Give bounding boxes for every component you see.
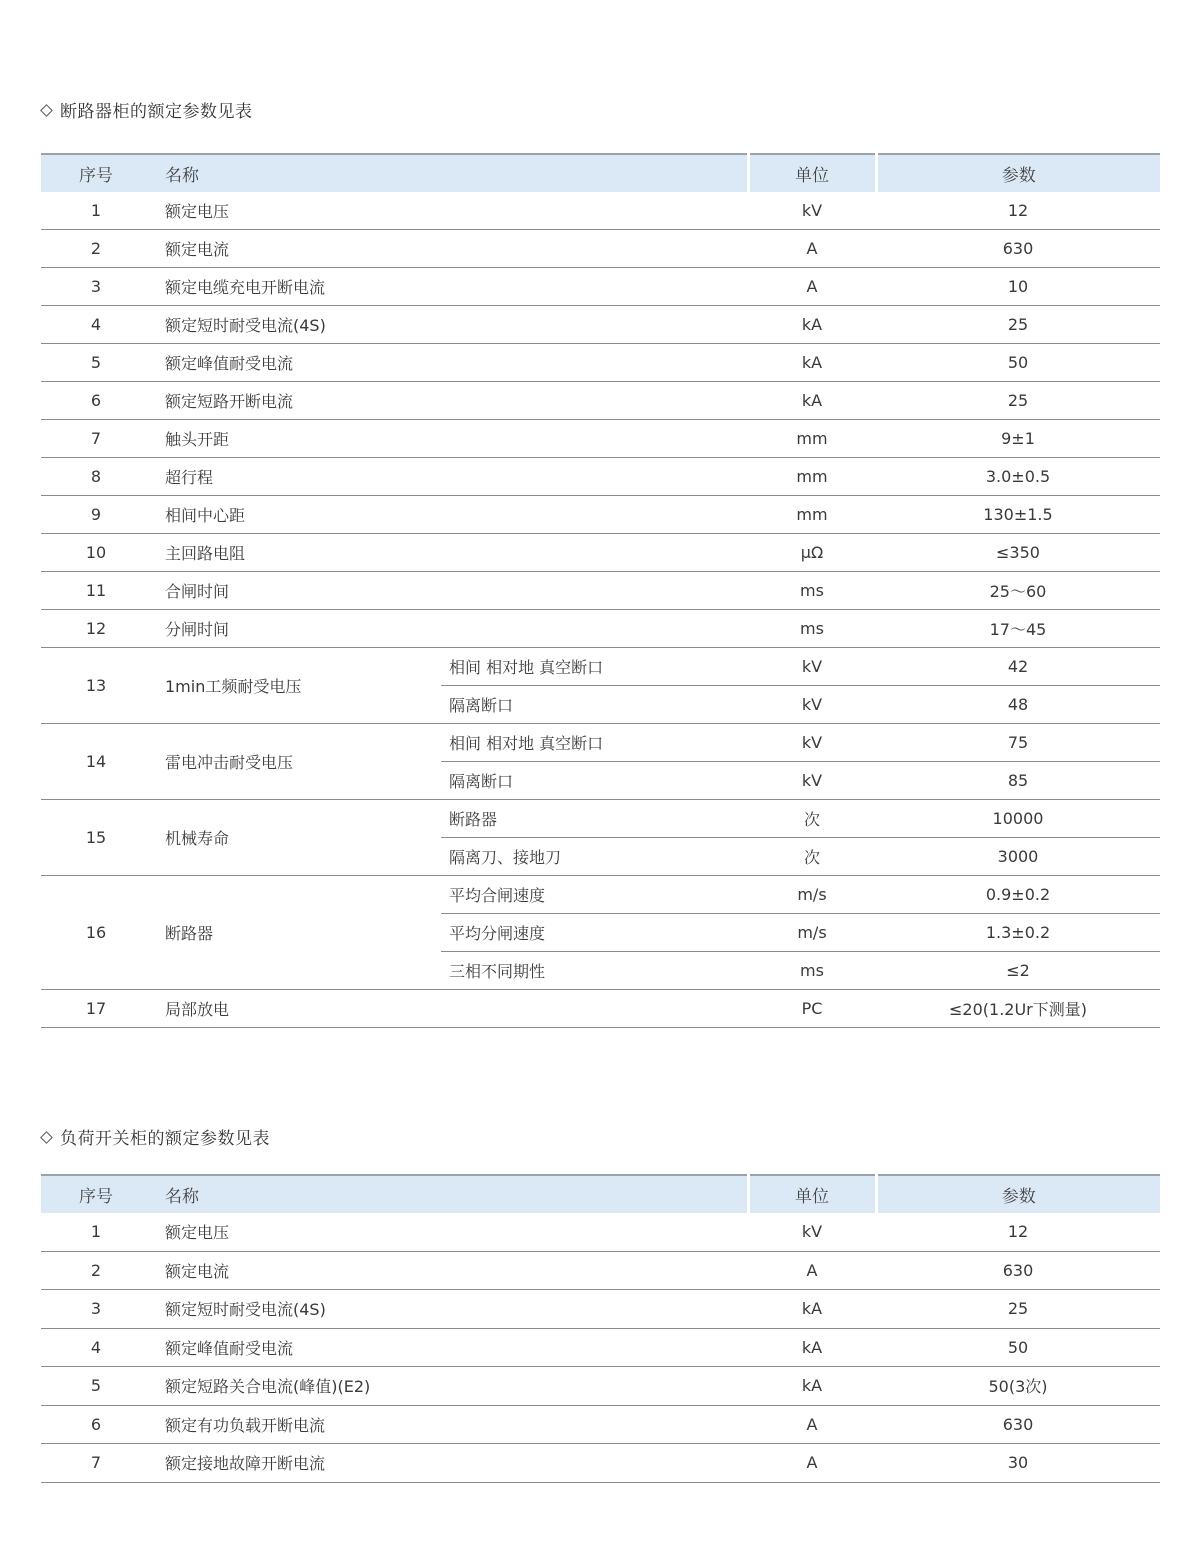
row-no: 2 bbox=[41, 1251, 151, 1290]
row-unit: μΩ bbox=[748, 534, 876, 572]
row-no: 1 bbox=[41, 1213, 151, 1251]
row-name: 额定电压 bbox=[151, 1213, 748, 1251]
row-no: 1 bbox=[41, 192, 151, 230]
row-subname: 隔离刀、接地刀 bbox=[441, 838, 748, 876]
row-unit: A bbox=[748, 1405, 876, 1444]
table-row bbox=[41, 572, 1160, 610]
row-no: 2 bbox=[41, 230, 151, 268]
row-unit: mm bbox=[748, 458, 876, 496]
row-name: 额定短路关合电流(峰值)(E2) bbox=[151, 1367, 748, 1406]
row-no: 16 bbox=[41, 876, 151, 990]
row-unit: ms bbox=[748, 572, 876, 610]
table-header-row bbox=[41, 154, 1160, 192]
row-subname: 相间 相对地 真空断口 bbox=[441, 648, 748, 686]
row-subname: 三相不同期性 bbox=[441, 952, 748, 990]
row-value: 25～60 bbox=[876, 572, 1160, 610]
row-unit: m/s bbox=[748, 876, 876, 914]
row-unit: kA bbox=[748, 306, 876, 344]
row-subname: 平均分闸速度 bbox=[441, 914, 748, 952]
row-unit: kV bbox=[748, 762, 876, 800]
table-row bbox=[41, 1213, 1160, 1251]
row-value: ≤2 bbox=[876, 952, 1160, 990]
row-value: 1.3±0.2 bbox=[876, 914, 1160, 952]
row-subname: 平均合闸速度 bbox=[441, 876, 748, 914]
row-value: 30 bbox=[876, 1444, 1160, 1483]
table-row bbox=[41, 496, 1160, 534]
row-no: 15 bbox=[41, 800, 151, 876]
row-unit: kA bbox=[748, 1328, 876, 1367]
table-row bbox=[41, 534, 1160, 572]
row-value: 10 bbox=[876, 268, 1160, 306]
row-name: 额定有功负载开断电流 bbox=[151, 1405, 748, 1444]
row-value: 630 bbox=[876, 1405, 1160, 1444]
row-name: 额定电缆充电开断电流 bbox=[151, 268, 748, 306]
row-value: 50 bbox=[876, 1328, 1160, 1367]
row-value: 50(3次) bbox=[876, 1367, 1160, 1406]
row-no: 8 bbox=[41, 458, 151, 496]
diamond-icon bbox=[40, 104, 53, 117]
row-name: 额定电流 bbox=[151, 230, 748, 268]
table-row bbox=[41, 990, 1160, 1028]
row-value: 48 bbox=[876, 686, 1160, 724]
table-row bbox=[41, 724, 1160, 762]
load-switch-params-table bbox=[41, 1174, 1160, 1483]
row-name: 合闸时间 bbox=[151, 572, 748, 610]
row-no: 3 bbox=[41, 1290, 151, 1329]
table-row bbox=[41, 648, 1160, 686]
row-subname: 断路器 bbox=[441, 800, 748, 838]
row-unit: A bbox=[748, 1251, 876, 1290]
row-name: 雷电冲击耐受电压 bbox=[151, 724, 441, 800]
row-no: 6 bbox=[41, 382, 151, 420]
row-unit: kV bbox=[748, 686, 876, 724]
header-unit: 单位 bbox=[748, 1175, 876, 1213]
row-value: 12 bbox=[876, 192, 1160, 230]
row-unit: 次 bbox=[748, 838, 876, 876]
row-no: 6 bbox=[41, 1405, 151, 1444]
table-header-row bbox=[41, 1175, 1160, 1213]
row-name: 触头开距 bbox=[151, 420, 748, 458]
row-no: 17 bbox=[41, 990, 151, 1028]
row-value: 42 bbox=[876, 648, 1160, 686]
table-row bbox=[41, 458, 1160, 496]
row-unit: A bbox=[748, 1444, 876, 1483]
row-value: 130±1.5 bbox=[876, 496, 1160, 534]
table-row bbox=[41, 192, 1160, 230]
row-no: 14 bbox=[41, 724, 151, 800]
row-unit: kV bbox=[748, 1213, 876, 1251]
row-no: 12 bbox=[41, 610, 151, 648]
row-unit: kV bbox=[748, 192, 876, 230]
row-name: 额定峰值耐受电流 bbox=[151, 344, 748, 382]
row-value: ≤20(1.2Ur下测量) bbox=[876, 990, 1160, 1028]
row-name: 额定短路开断电流 bbox=[151, 382, 748, 420]
row-no: 10 bbox=[41, 534, 151, 572]
row-value: 75 bbox=[876, 724, 1160, 762]
section-title-text: 断路器柜的额定参数见表 bbox=[60, 102, 253, 122]
table-row bbox=[41, 382, 1160, 420]
row-unit: mm bbox=[748, 420, 876, 458]
header-name: 名称 bbox=[151, 1175, 748, 1213]
row-name: 1min工频耐受电压 bbox=[151, 648, 441, 724]
table-row bbox=[41, 1290, 1160, 1329]
row-no: 13 bbox=[41, 648, 151, 724]
row-subname: 隔离断口 bbox=[441, 686, 748, 724]
row-value: 9±1 bbox=[876, 420, 1160, 458]
table-row bbox=[41, 306, 1160, 344]
row-no: 5 bbox=[41, 1367, 151, 1406]
header-no: 序号 bbox=[41, 1175, 151, 1213]
breaker-params-table bbox=[41, 153, 1160, 1028]
table-row bbox=[41, 1444, 1160, 1483]
row-value: 17～45 bbox=[876, 610, 1160, 648]
row-value: 630 bbox=[876, 1251, 1160, 1290]
header-value: 参数 bbox=[876, 1175, 1160, 1213]
row-name: 额定接地故障开断电流 bbox=[151, 1444, 748, 1483]
row-unit: 次 bbox=[748, 800, 876, 838]
header-unit: 单位 bbox=[748, 154, 876, 192]
row-name: 断路器 bbox=[151, 876, 441, 990]
row-value: 25 bbox=[876, 382, 1160, 420]
diamond-icon bbox=[40, 1131, 53, 1144]
table-row bbox=[41, 1328, 1160, 1367]
row-name: 额定短时耐受电流(4S) bbox=[151, 306, 748, 344]
section-title-text: 负荷开关柜的额定参数见表 bbox=[60, 1129, 270, 1149]
section-title-breaker bbox=[42, 97, 253, 122]
row-unit: kA bbox=[748, 1367, 876, 1406]
row-no: 7 bbox=[41, 420, 151, 458]
row-unit: kV bbox=[748, 724, 876, 762]
row-name: 主回路电阻 bbox=[151, 534, 748, 572]
row-no: 9 bbox=[41, 496, 151, 534]
row-name: 机械寿命 bbox=[151, 800, 441, 876]
row-no: 11 bbox=[41, 572, 151, 610]
row-no: 4 bbox=[41, 1328, 151, 1367]
row-value: 10000 bbox=[876, 800, 1160, 838]
row-subname: 隔离断口 bbox=[441, 762, 748, 800]
row-value: 25 bbox=[876, 1290, 1160, 1329]
table-row bbox=[41, 876, 1160, 914]
row-unit: mm bbox=[748, 496, 876, 534]
row-unit: A bbox=[748, 268, 876, 306]
table-row bbox=[41, 420, 1160, 458]
table-row bbox=[41, 344, 1160, 382]
row-value: 0.9±0.2 bbox=[876, 876, 1160, 914]
table-row bbox=[41, 1405, 1160, 1444]
row-no: 3 bbox=[41, 268, 151, 306]
row-value: 630 bbox=[876, 230, 1160, 268]
row-no: 5 bbox=[41, 344, 151, 382]
table-row bbox=[41, 268, 1160, 306]
row-unit: A bbox=[748, 230, 876, 268]
row-unit: m/s bbox=[748, 914, 876, 952]
row-value: ≤350 bbox=[876, 534, 1160, 572]
table-row bbox=[41, 230, 1160, 268]
row-name: 额定电压 bbox=[151, 192, 748, 230]
table-row bbox=[41, 1251, 1160, 1290]
row-unit: kV bbox=[748, 648, 876, 686]
row-value: 3.0±0.5 bbox=[876, 458, 1160, 496]
section-title-load-switch bbox=[42, 1124, 270, 1149]
row-subname: 相间 相对地 真空断口 bbox=[441, 724, 748, 762]
table-row bbox=[41, 610, 1160, 648]
row-unit: ms bbox=[748, 952, 876, 990]
row-value: 85 bbox=[876, 762, 1160, 800]
row-value: 25 bbox=[876, 306, 1160, 344]
header-no: 序号 bbox=[41, 154, 151, 192]
header-name: 名称 bbox=[151, 154, 748, 192]
row-value: 3000 bbox=[876, 838, 1160, 876]
row-unit: kA bbox=[748, 382, 876, 420]
row-unit: kA bbox=[748, 344, 876, 382]
row-name: 额定短时耐受电流(4S) bbox=[151, 1290, 748, 1329]
row-name: 相间中心距 bbox=[151, 496, 748, 534]
row-value: 50 bbox=[876, 344, 1160, 382]
row-value: 12 bbox=[876, 1213, 1160, 1251]
row-name: 额定峰值耐受电流 bbox=[151, 1328, 748, 1367]
table-row bbox=[41, 1367, 1160, 1406]
row-name: 分闸时间 bbox=[151, 610, 748, 648]
table-row bbox=[41, 800, 1160, 838]
row-no: 7 bbox=[41, 1444, 151, 1483]
row-no: 4 bbox=[41, 306, 151, 344]
row-name: 局部放电 bbox=[151, 990, 748, 1028]
header-value: 参数 bbox=[876, 154, 1160, 192]
row-unit: ms bbox=[748, 610, 876, 648]
row-unit: PC bbox=[748, 990, 876, 1028]
row-name: 超行程 bbox=[151, 458, 748, 496]
row-name: 额定电流 bbox=[151, 1251, 748, 1290]
row-unit: kA bbox=[748, 1290, 876, 1329]
